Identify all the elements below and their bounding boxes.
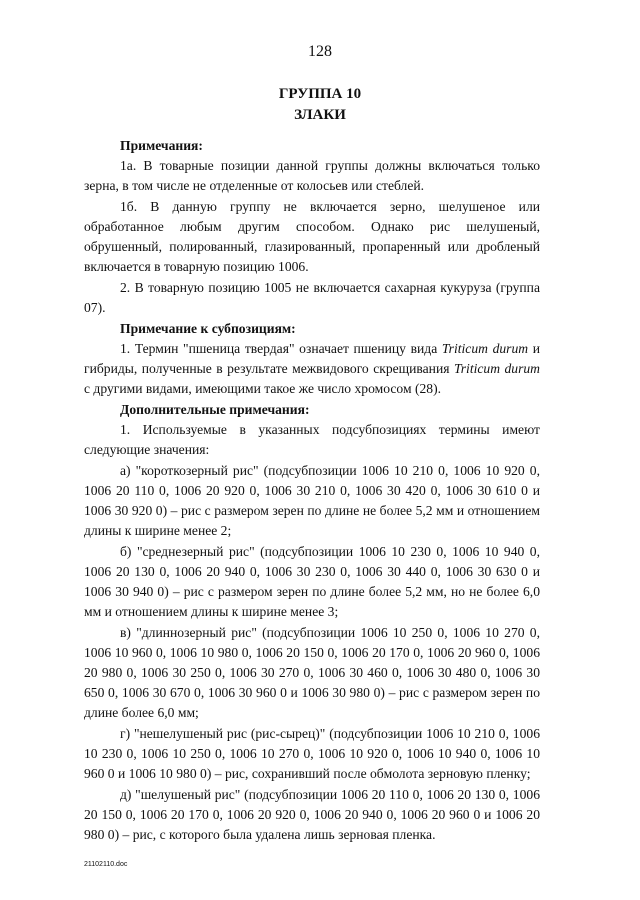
subheading-note-text-3: с другими видами, имеющими такое же число хромосом (28). — [84, 381, 441, 396]
document-body — [84, 136, 540, 846]
page-number: 128 — [308, 43, 332, 60]
subheading-note — [84, 339, 540, 399]
additional-note-item-a: а) "короткозерный рис" (подсубпозиции 1006 10 210 0, 1006 10 920 0, 1006 20 110 0, 1006 20 920 0, 1006 30 210 0, 1006 30 420 0, 1006 30 610 0 и 1006 30 920 0) – рис с размером зерен по длине не более 5,2 мм и отношением длины к ширине менее 2; — [84, 463, 540, 538]
group-title-line2: ЗЛАКИ — [294, 107, 346, 123]
additional-note-intro: 1. Используемые в указанных подсубпозициях термины имеют следующие значения: — [84, 422, 540, 457]
additional-notes-heading: Дополнительные примечания: — [120, 402, 310, 417]
footer-filename: 21102110.doc — [84, 861, 128, 868]
group-title-line1: ГРУППА 10 — [278, 86, 362, 102]
note-2: 2. В товарную позицию 1005 не включается сахарная кукуруза (группа 07). — [84, 280, 540, 315]
note-1a: 1а. В товарные позиции данной группы должны включаться только зерна, в том числе не отделенные от колосьев или стеблей. — [84, 158, 540, 193]
subheading-note-species-1: Triticum durum — [441, 341, 529, 356]
subheading-note-text-1: 1. Термин "пшеница твердая" означает пшеницу вида — [120, 341, 442, 356]
notes-heading: Примечания: — [120, 138, 203, 153]
subheading-note-text-2: и гибриды, полученные в результате межвидового скрещивания — [84, 341, 540, 376]
additional-note-item-b: б) "среднезерный рис" (подсубпозиции 1006 10 230 0, 1006 10 940 0, 1006 20 130 0, 1006 20 940 0, 1006 30 230 0, 1006 30 440 0, 1006 30 630 0 и 1006 30 940 0) – рис с размером зерен по длине более 5,2 мм, но не более 6,0 мм и отношением длины к ширине менее 3; — [84, 544, 540, 619]
additional-note-item-d: д) "шелушеный рис" (подсубпозиции 1006 20 110 0, 1006 20 130 0, 1006 20 150 0, 1006 20 170 0, 1006 20 920 0, 1006 20 940 0, 1006 20 960 0 и 1006 20 980 0) – рис, с которого была удалена лишь зерновая пленка. — [84, 787, 540, 842]
note-1b: 1б. В данную группу не включается зерно, шелушеное или обработанное любым другим способом. Однако рис шелушеный, обрушенный, полированный, глазированный, пропаренный или дробленый включается в товарную позицию 1006. — [84, 199, 540, 274]
subheading-note-heading: Примечание к субпозициям: — [120, 321, 296, 336]
group-title — [0, 84, 640, 126]
subheading-note-species-2: Triticum durum — [453, 361, 540, 376]
additional-note-item-v: в) "длиннозерный рис" (подсубпозиции 1006 10 250 0, 1006 10 270 0, 1006 10 960 0, 1006 10 980 0, 1006 20 150 0, 1006 20 170 0, 1006 20 960 0, 1006 20 980 0, 1006 30 250 0, 1006 30 270 0, 1006 30 460 0, 1006 30 480 0, 1006 30 650 0, 1006 30 670 0, 1006 30 960 0 и 1006 30 980 0) – рис с размером зерен по длине более 6,0 мм; — [84, 625, 540, 720]
additional-note-item-g: г) "нешелушеный рис (рис-сырец)" (подсубпозиции 1006 10 210 0, 1006 10 230 0, 1006 10 250 0, 1006 10 270 0, 1006 10 920 0, 1006 10 940 0, 1006 10 960 0 и 1006 10 980 0) – рис, сохранивший после обмолота зерновую пленку; — [84, 726, 540, 781]
